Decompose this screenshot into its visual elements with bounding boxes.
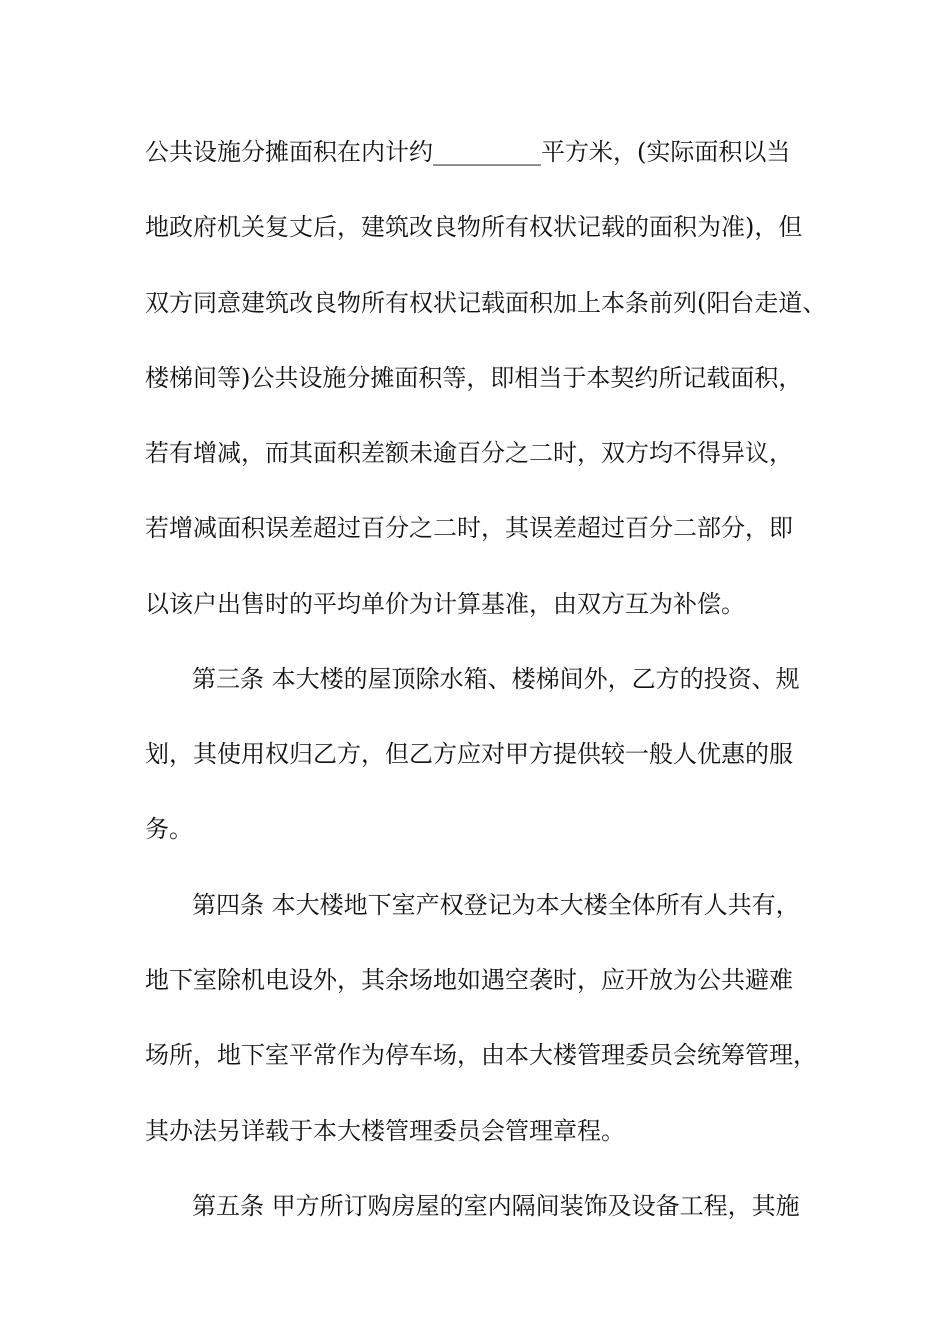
text-line: 地政府机关复丈后，建筑改良物所有权状记载的面积为准)，但 (145, 213, 803, 241)
text-line: 若有增减，而其面积差额未逾百分之二时，双方均不得异议， (145, 439, 793, 467)
article-5-heading-line: 第五条 甲方所订购房屋的室内隔间装饰及设备工程，其施 (192, 1192, 800, 1220)
article-3-heading-line: 第三条 本大楼的屋顶除水箱、楼梯间外，乙方的投资、规 (192, 665, 800, 693)
text-line: 双方同意建筑改良物所有权状记载面积加上本条前列(阳台走道、 (145, 289, 827, 317)
article-4-heading-line: 第四条 本大楼地下室产权登记为本大楼全体所有人共有， (192, 891, 800, 919)
text-line: 务。 (145, 815, 193, 843)
text-line: 地下室除机电设外，其余场地如遇空袭时，应开放为公共避难 (145, 966, 793, 994)
text-line: 场所，地下室平常作为停车场，由本大楼管理委员会统筹管理， (145, 1041, 817, 1069)
text-line: 楼梯间等)公共设施分摊面积等，即相当于本契约所记载面积， (145, 364, 803, 392)
text-line: 其办法另详载于本大楼管理委员会管理章程。 (145, 1117, 625, 1145)
text-line: 划，其使用权归乙方，但乙方应对甲方提供较一般人优惠的服 (145, 740, 793, 768)
text-line: 以该户出售时的平均单价为计算基准，由双方互为补偿。 (145, 590, 745, 618)
text-line: 公共设施分摊面积在内计约_________平方米，(实际面积以当 (145, 138, 791, 166)
text-line: 若增减面积误差超过百分之二时，其误差超过百分二部分，即 (145, 514, 793, 542)
